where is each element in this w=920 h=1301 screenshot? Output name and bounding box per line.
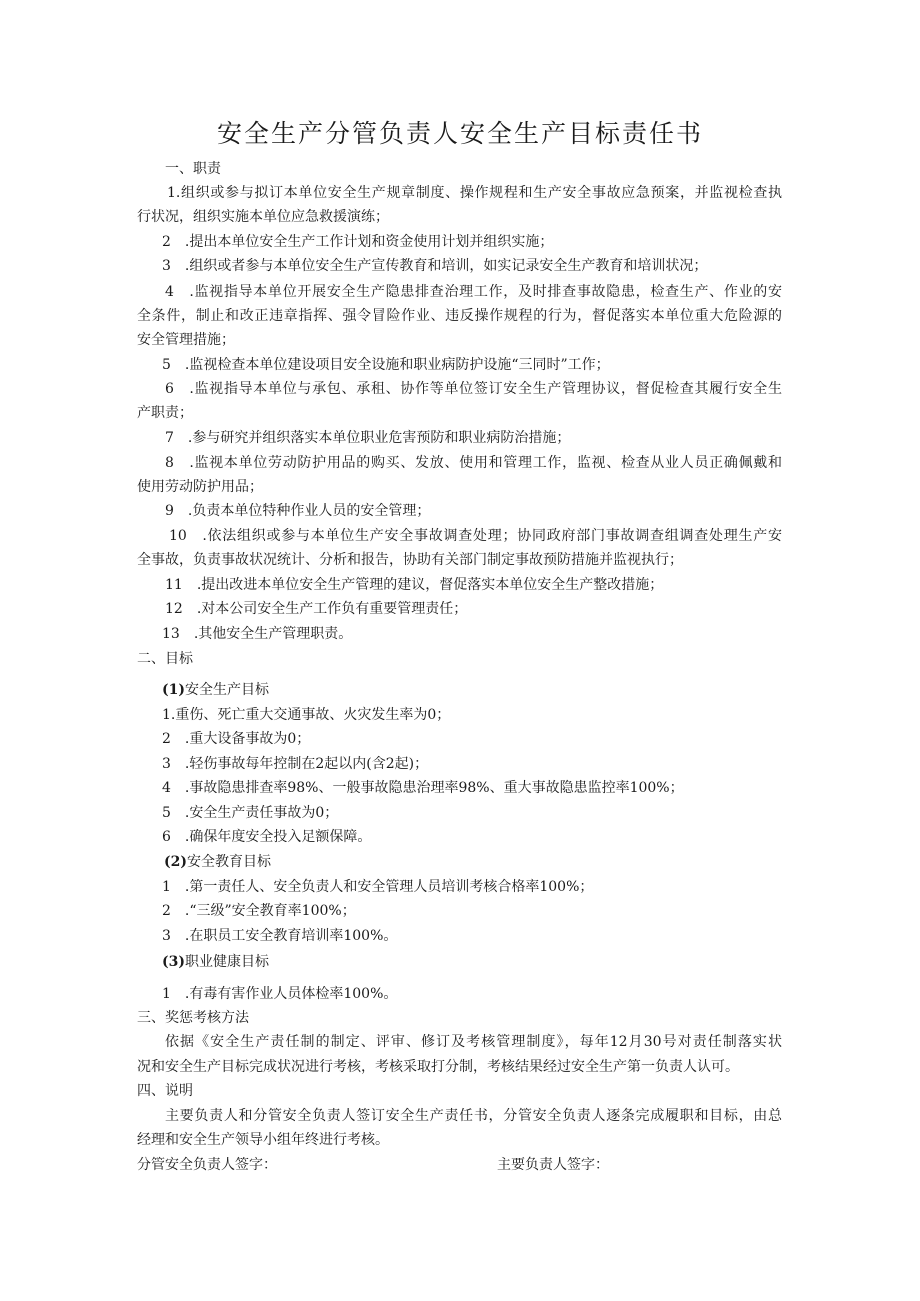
target-line: 5 .安全生产责任事故为0； (162, 805, 339, 821)
duty-line: 6 .监视指导本单位与承包、承租、协作等单位签订安全生产管理协议，督促检查其履行安全生 (165, 381, 782, 397)
subsection-heading-occupational-health (162, 950, 269, 974)
assessment-line: 依据《安全生产责任制的制定、评审、修订及考核管理制度》，每年12月30号对责任制落实状 (165, 1034, 782, 1050)
target-line: 1 .第一责任人、安全负责人和安全管理人员培训考核合格率100%； (162, 879, 594, 895)
duty-line: 11 .提出改进本单位安全生产管理的建议，督促落实本单位安全生产整改措施； (165, 577, 664, 593)
target-line: 1 .有毒有害作业人员体检率100%。 (162, 986, 398, 1002)
target-line: 6 .确保年度安全投入足额保障。 (162, 829, 372, 845)
signature-label-deputy: 分管安全负责人签字： (137, 1157, 277, 1173)
target-line: 4 .事故隐患排查率98%、一般事故隐患治理率98%、重大事故隐患监控率100%； (162, 780, 684, 796)
target-line: 3 .轻伤事故每年控制在2起以内(含2起)； (162, 756, 429, 772)
duty-line: 7 .参与研究并组织落实本单位职业危害预防和职业病防治措施； (165, 430, 571, 446)
signature-label-principal: 主要负责人签字： (497, 1157, 609, 1173)
document-title: 安全生产分管负责人安全生产目标责任书 (216, 119, 703, 148)
duty-line: 10 .依法组织或参与本单位生产安全事故调查处理；协同政府部门事故调查组调查处理生产安 (169, 528, 782, 544)
duty-line: 12 .对本公司安全生产工作负有重要管理责任； (165, 601, 468, 617)
target-line: 2 .重大设备事故为0； (162, 731, 311, 747)
subsection-number: (1) (162, 682, 185, 698)
duty-line: 全事故，负责事故状况统计、分析和报告，协助有关部门制定事故预防措施并监视执行； (137, 552, 683, 568)
duty-line: 行状况，组织实施本单位应急救援演练； (137, 209, 389, 225)
subsection-heading-safety-production (162, 678, 269, 702)
duty-line: 产职责； (137, 405, 193, 421)
duty-line: 全条件，制止和改正违章指挥、强令冒险作业、违反操作规程的行为，督促落实本单位重大危险源的 (137, 308, 782, 324)
subsection-number: (2) (164, 854, 187, 870)
duty-line: 使用劳动防护用品； (137, 479, 263, 495)
duty-line: 2 .提出本单位安全生产工作计划和资金使用计划并组织实施； (162, 234, 554, 250)
target-line: 3 .在职员工安全教育培训率100%。 (162, 928, 398, 944)
duty-line: 5 .监视检查本单位建设项目安全设施和职业病防护设施“三同时”工作； (162, 357, 610, 373)
section-heading-targets: 二、目标 (137, 651, 193, 667)
duty-line: 安全管理措施； (137, 332, 235, 348)
subsection-number: (3) (162, 954, 185, 970)
duty-line: 1.组织或参与拟订本单位安全生产规章制度、操作规程和生产安全事故应急预案，并监视检查执 (167, 185, 782, 201)
subsection-label: 安全教育目标 (187, 854, 271, 870)
subsection-heading-safety-education (164, 850, 271, 874)
duty-line: 3 .组织或者参与本单位安全生产宣传教育和培训，如实记录安全生产教育和培训状况； (162, 258, 708, 274)
notes-line: 经理和安全生产领导小组年终进行考核。 (137, 1132, 389, 1148)
subsection-label: 安全生产目标 (185, 682, 269, 698)
assessment-line: 况和安全生产目标完成状况进行考核，考核采取打分制，考核结果经过安全生产第一负责人认可。 (137, 1059, 739, 1075)
duty-line: 9 .负责本单位特种作业人员的安全管理； (165, 503, 431, 519)
subsection-label: 职业健康目标 (185, 954, 269, 970)
duty-line: 8 .监视本单位劳动防护用品的购买、发放、使用和管理工作，监视、检查从业人员正确佩戴和 (165, 455, 782, 471)
duty-line: 4 .监视指导本单位开展安全生产隐患排查治理工作，及时排查事故隐患，检查生产、作业的安 (165, 284, 782, 300)
target-line: 1.重伤、死亡重大交通事故、火灾发生率为0； (162, 707, 451, 723)
target-line: 2 .“三级”安全教育率100%； (162, 903, 356, 919)
section-heading-duties: 一、职责 (165, 161, 221, 177)
notes-line: 主要负责人和分管安全负责人签订安全生产责任书，分管安全负责人逐条完成履职和目标，由总 (165, 1108, 782, 1124)
section-heading-assessment: 三、奖惩考核方法 (137, 1010, 249, 1026)
duty-line: 13 .其他安全生产管理职责。 (162, 626, 353, 642)
section-heading-notes: 四、说明 (137, 1083, 193, 1099)
